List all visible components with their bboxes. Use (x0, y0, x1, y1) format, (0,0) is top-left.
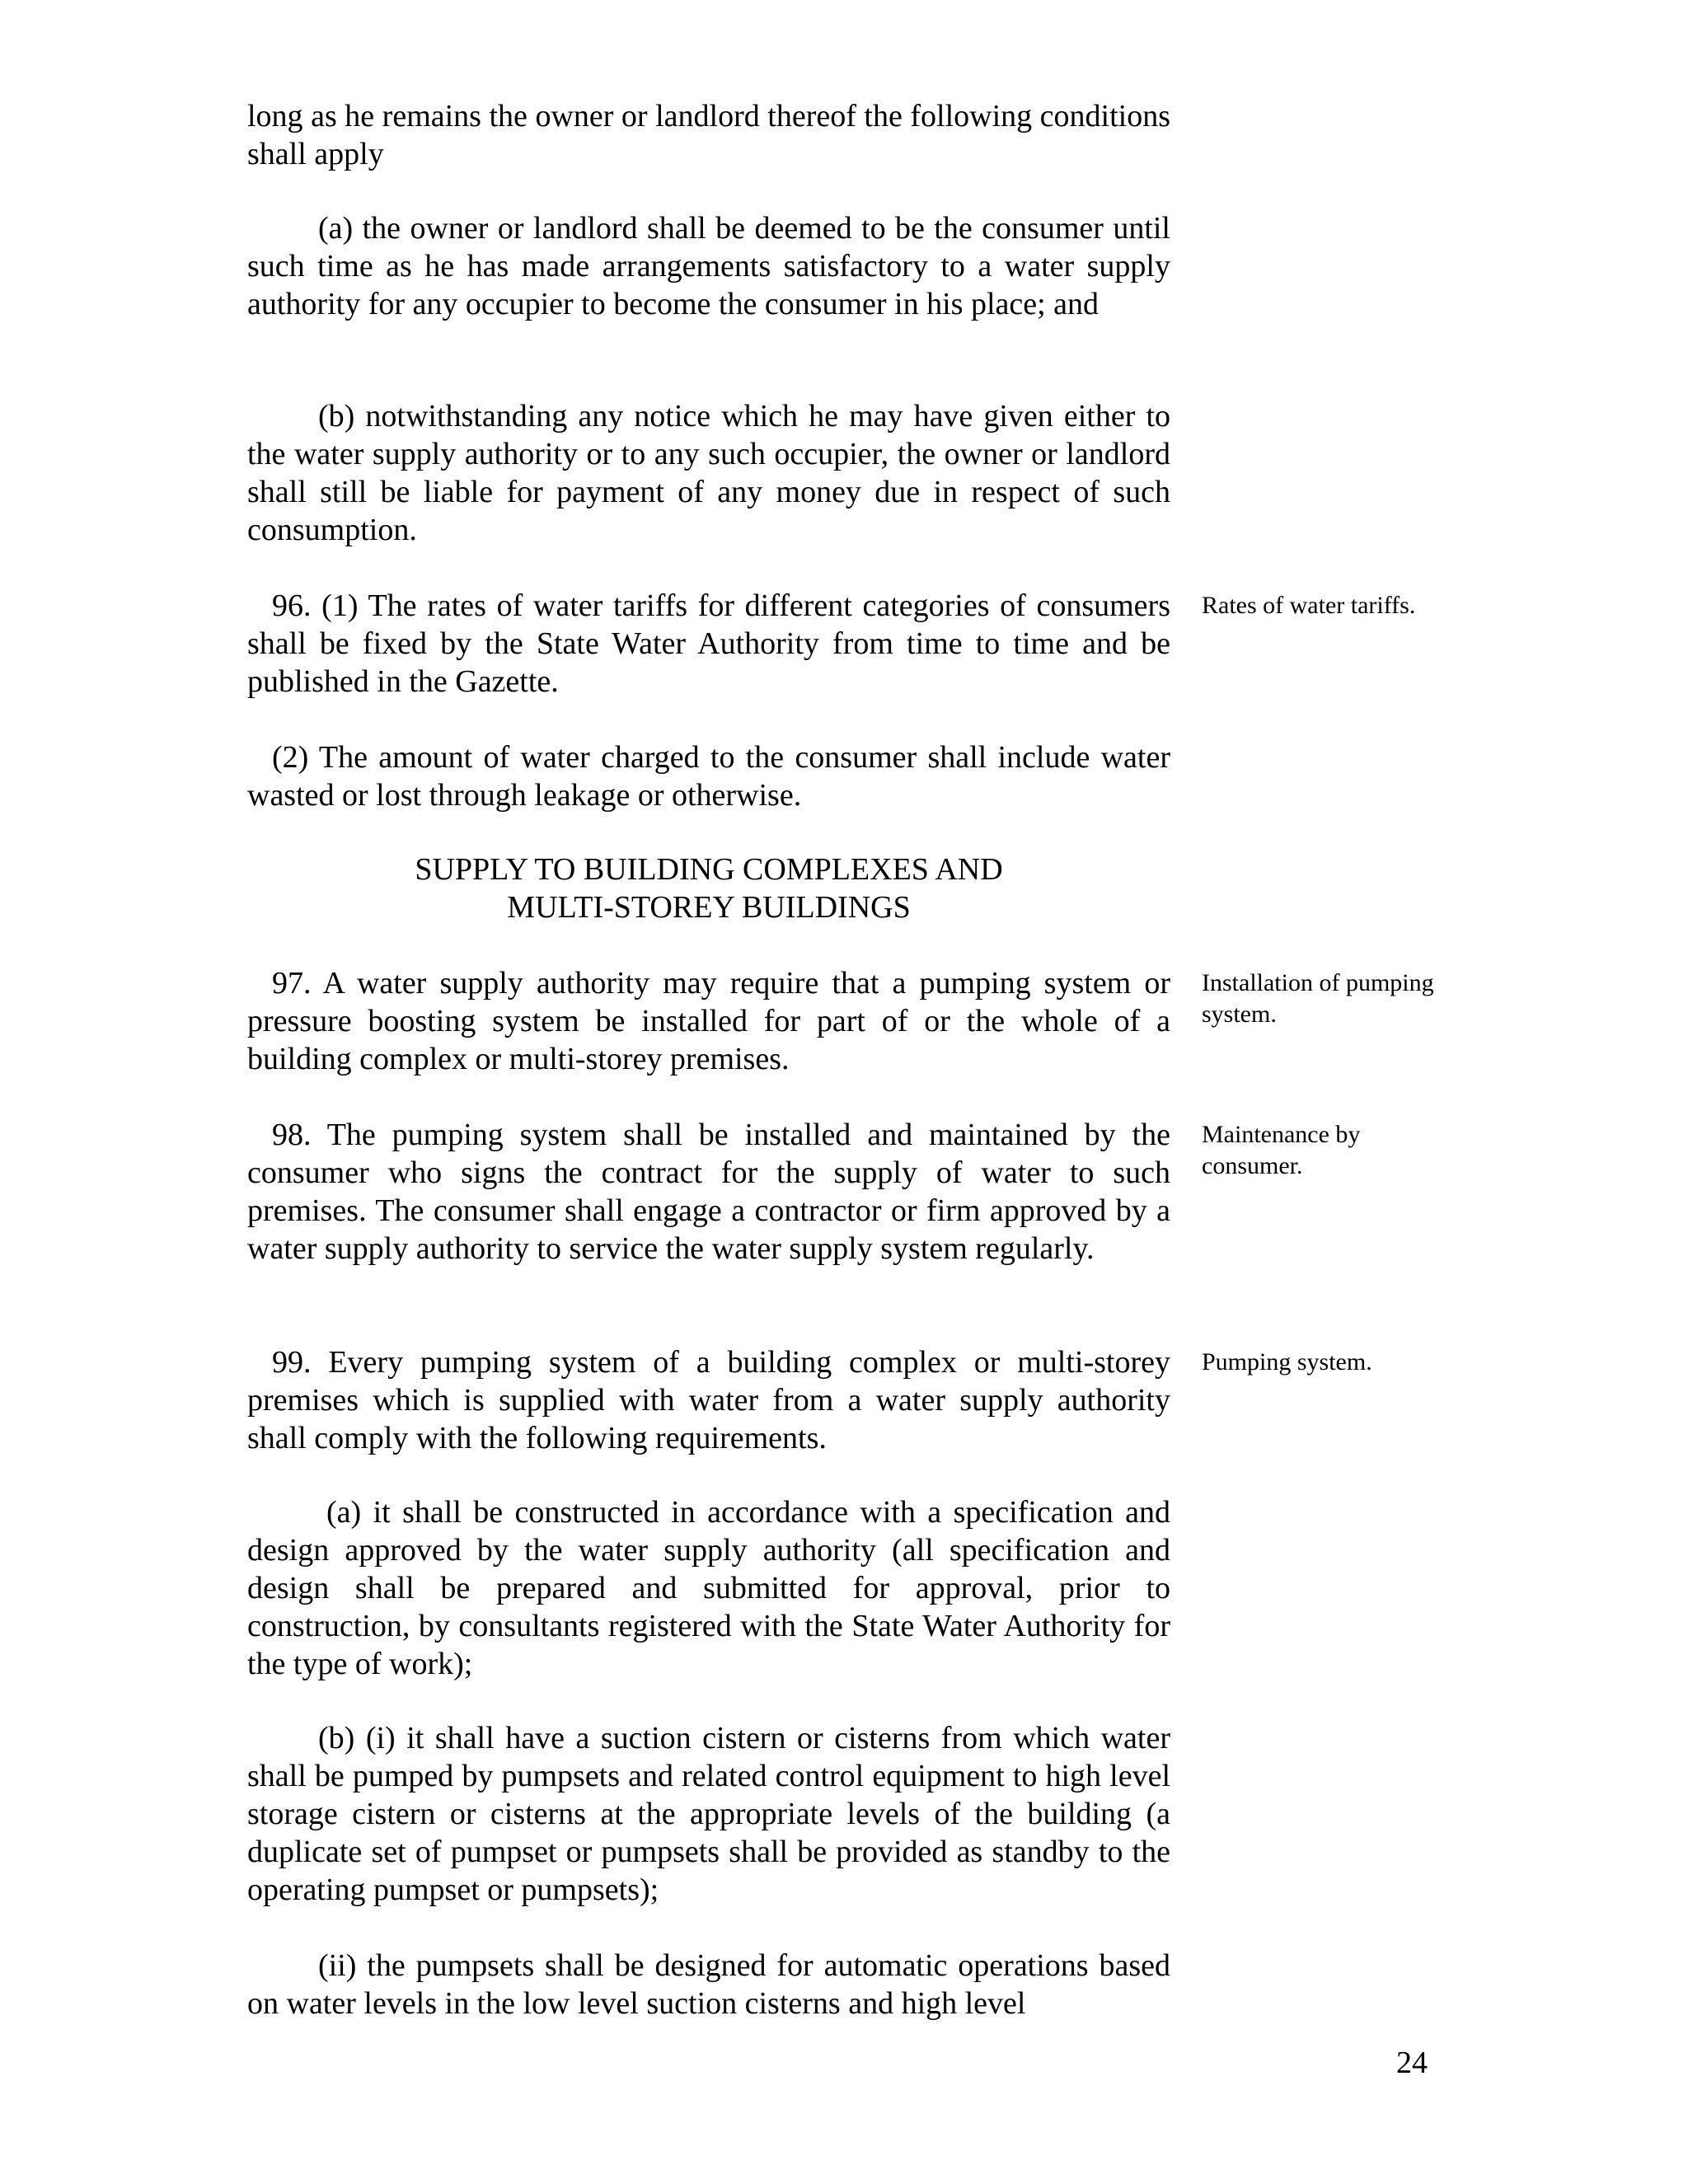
paragraph-98: 98. The pumping system shall be installed and maintained by the consumer who signs the contract for the supply of water to such premises. The consumer shall engage a contractor or firm approved by a water supply authority to service the water supply system regularly. (247, 1118, 1170, 1266)
margin-note-98: Maintenance by consumer. (1202, 1121, 1361, 1179)
paragraph-96-1: 96. (1) The rates of water tariffs for different categories of consumers shall be fixed by the State Water Authority from time to time and be published in the Gazette. (247, 588, 1170, 699)
paragraph-99: 99. Every pumping system of a building complex or multi-storey premises which is supplied with water from a water supply authority shall comply with the following requirements. (247, 1345, 1170, 1455)
paragraph-96-2: (2) The amount of water charged to the consumer shall include water wasted or lost through leakage or otherwise. (247, 740, 1170, 813)
paragraph-99-b-i: (b) (i) it shall have a suction cistern or cisterns from which water shall be pumped by pumpsets and related control equipment to high level storage cistern or cisterns at the appropriate levels of the building (a duplicate set of pumpset or pumpsets shall be provided as standby to the operating pumpset or pumpsets); (247, 1721, 1170, 1907)
paragraph-99-b-ii: (ii) the pumpsets shall be designed for automatic operations based on water levels in the low level suction cisterns and high level (247, 1948, 1170, 2021)
section-heading-line-1: SUPPLY TO BUILDING COMPLEXES AND (415, 852, 1003, 887)
margin-note-97: Installation of pumping system. (1202, 969, 1434, 1028)
paragraph-97: 97. A water supply authority may require that a pumping system or pressure boosting system be installed for part of or the whole of a building complex or multi-storey premises. (247, 966, 1170, 1076)
section-heading-line-2: MULTI-STOREY BUILDINGS (507, 890, 911, 925)
paragraph-95-b: (b) notwithstanding any notice which he may have given either to the water supply authority or to any such occupier, the owner or landlord shall still be liable for payment of any money due in respect of such consumption. (247, 399, 1170, 547)
section-heading (247, 851, 1170, 926)
paragraph-99-a: (a) it shall be constructed in accordance with a specification and design approved by the water supply authority (all specification and design shall be prepared and submitted for approval, prior to construction, by consultants registered with the State Water Authority for the type of work); (247, 1495, 1170, 1681)
paragraph-intro: long as he remains the owner or landlord thereof the following conditions shall apply (247, 99, 1170, 171)
paragraph-95-a: (a) the owner or landlord shall be deemed to be the consumer until such time as he has made arrangements satisfactory to a water supply authority for any occupier to become the consumer in his place; and (247, 211, 1170, 321)
margin-note-99: Pumping system. (1202, 1348, 1372, 1376)
margin-note-96: Rates of water tariffs. (1202, 592, 1416, 619)
page-number: 24 (1396, 2046, 1428, 2080)
